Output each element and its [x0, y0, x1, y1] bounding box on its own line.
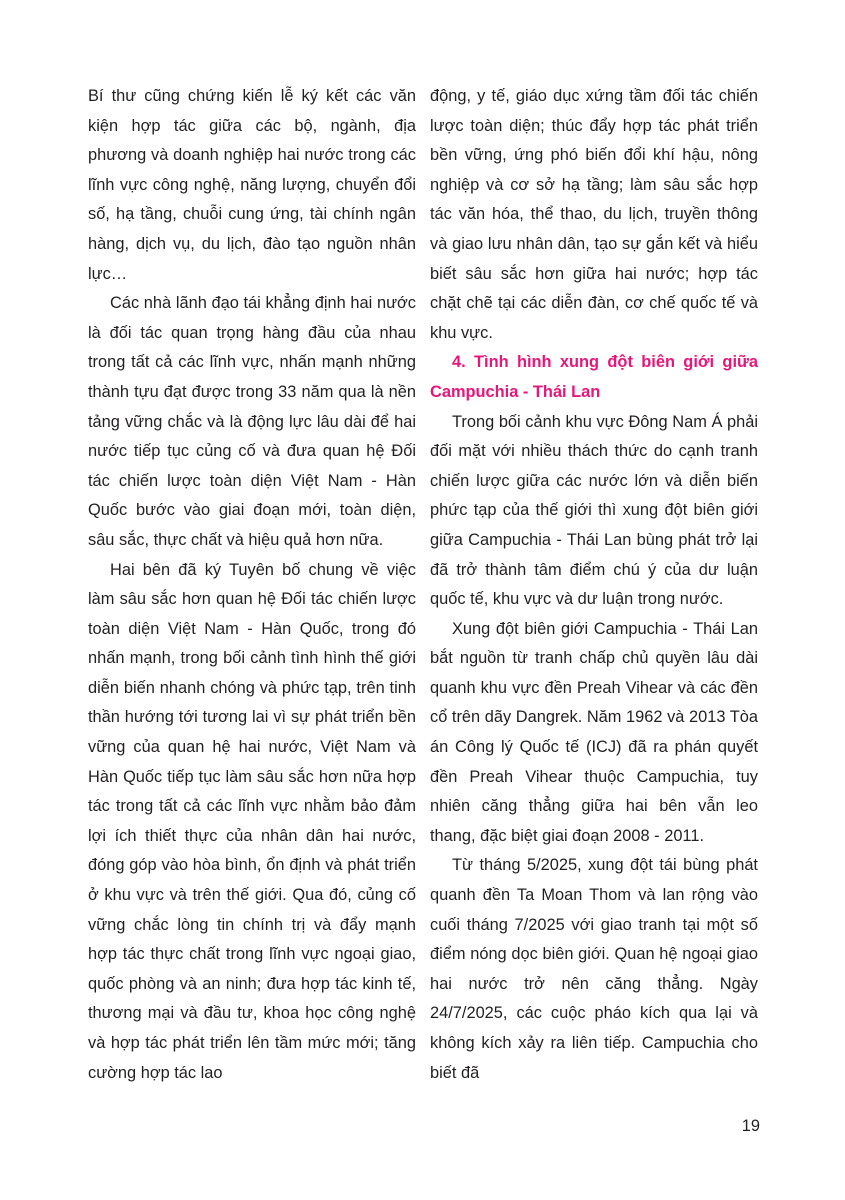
- right-column: [430, 82, 758, 1088]
- paragraph: Hai bên đã ký Tuyên bố chung về việc làm sâu sắc hơn quan hệ Đối tác chiến lược toàn diện Việt Nam - Hàn Quốc, trong đó nhấn mạnh, trong bối cảnh tình hình thế giới diễn biến nhanh chóng và phức tạp, trên tinh thần hướng tới tương lai vì sự phát triển bền vững của quan hệ hai nước, Việt Nam và Hàn Quốc tiếp tục làm sâu sắc hơn nữa hợp tác trong tất cả các lĩnh vực nhằm bảo đảm lợi ích thiết thực của nhân dân hai nước, đóng góp vào hòa bình, ổn định và phát triển ở khu vực và trên thế giới. Qua đó, củng cố vững chắc lòng tin chính trị và đẩy mạnh hợp tác thực chất trong lĩnh vực ngoại giao, quốc phòng và an ninh; đưa hợp tác kinh tế, thương mại và đầu tư, khoa học công nghệ và hợp tác phát triển lên tầm mức mới; tăng cường hợp tác lao: [88, 560, 416, 1082]
- paragraph: Các nhà lãnh đạo tái khẳng định hai nước là đối tác quan trọng hàng đầu của nhau trong tất cả các lĩnh vực, nhấn mạnh những thành tựu đạt được trong 33 năm qua là nền tảng vững chắc và là động lực lâu dài để hai nước tiếp tục củng cố và đưa quan hệ Đối tác chiến lược toàn diện Việt Nam - Hàn Quốc bước vào giai đoạn mới, toàn diện, sâu sắc, thực chất và hiệu quả hơn nữa.: [88, 294, 416, 549]
- page-number: 19: [741, 1117, 760, 1135]
- section-heading: 4. Tình hình xung đột biên giới giữa Campuchia - Thái Lan: [430, 353, 758, 401]
- paragraph: Trong bối cảnh khu vực Đông Nam Á phải đối mặt với nhiều thách thức do cạnh tranh chiến lược giữa các nước lớn và diễn biến phức tạp của thế giới thì xung đột biên giới giữa Campuchia - Thái Lan bùng phát trở lại đã trở thành tâm điểm chú ý của dư luận quốc tế, khu vực và dư luận trong nước.: [430, 412, 758, 609]
- paragraph: Từ tháng 5/2025, xung đột tái bùng phát quanh đền Ta Moan Thom và lan rộng vào cuối tháng 7/2025 với giao tranh tại một số điểm nóng dọc biên giới. Quan hệ ngoại giao hai nước trở nên căng thẳng. Ngày 24/7/2025, các cuộc pháo kích qua lại và không kích xảy ra liên tiếp. Campuchia cho biết đã: [430, 856, 758, 1082]
- paragraph: Xung đột biên giới Campuchia - Thái Lan bắt nguồn từ tranh chấp chủ quyền lâu dài quanh khu vực đền Preah Vihear và các đền cổ trên dãy Dangrek. Năm 1962 và 2013 Tòa án Công lý Quốc tế (ICJ) đã ra phán quyết đền Preah Vihear thuộc Campuchia, tuy nhiên căng thẳng giữa hai bên vẫn leo thang, đặc biệt giai đoạn 2008 - 2011.: [430, 619, 758, 845]
- paragraph: động, y tế, giáo dục xứng tầm đối tác chiến lược toàn diện; thúc đẩy hợp tác phát triển bền vững, ứng phó biến đổi khí hậu, nông nghiệp và cơ sở hạ tầng; làm sâu sắc hợp tác văn hóa, thể thao, du lịch, truyền thông và giao lưu nhân dân, tạo sự gắn kết và hiểu biết sâu sắc hơn giữa hai nước; hợp tác chặt chẽ tại các diễn đàn, cơ chế quốc tế và khu vực.: [430, 87, 758, 342]
- left-column: [88, 82, 416, 1088]
- paragraph: Bí thư cũng chứng kiến lễ ký kết các văn kiện hợp tác giữa các bộ, ngành, địa phương và doanh nghiệp hai nước trong các lĩnh vực công nghệ, năng lượng, chuyển đổi số, hạ tầng, chuỗi cung ứng, tài chính ngân hàng, dịch vụ, du lịch, đào tạo nguồn nhân lực…: [88, 87, 416, 283]
